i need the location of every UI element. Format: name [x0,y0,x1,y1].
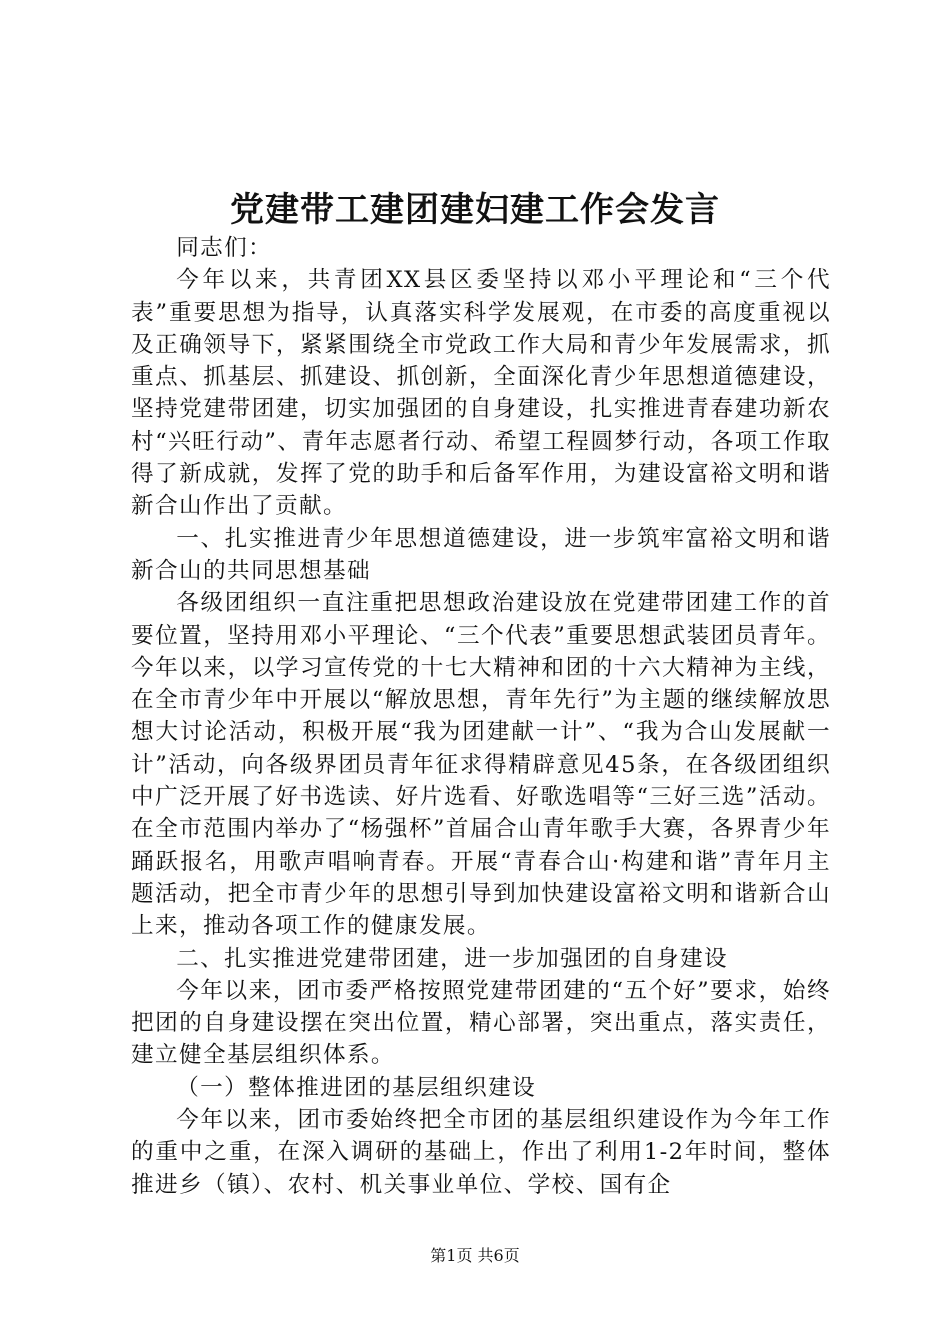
salutation: 同志们： [176,235,273,261]
paragraph: 今年以来，共青团XX县区委坚持以邓小平理论和“三个代表”重要思想为指导，认真落实科学发展观，在市委的高度重视以及正确领导下，紧紧围绕全市党政工作大局和青少年发展需求，抓重点、抓基层、抓建设、抓创新，全面深化青少年思想道德建设，坚持党建带团建，切实加强团的自身建设，扎实推进青春建功新农村“兴旺行动”、青年志愿者行动、希望工程圆梦行动，各项工作取得了新成就，发挥了党的助手和后备军作用，为建设富裕文明和谐新合山作出了贡献。 [131,267,831,520]
paragraph: 今年以来，团市委严格按照党建带团建的“五个好”要求，始终把团的自身建设摆在突出位置，精心部署，突出重点，落实责任，建立健全基层组织体系。 [131,977,831,1069]
document-body [131,232,831,1201]
section-heading: 一、扎实推进青少年思想道德建设，进一步筑牢富裕文明和谐新合山的共同思想基础 [131,525,831,584]
subsection-heading: （一）整体推进团的基层组织建设 [176,1074,537,1101]
paragraph: 各级团组织一直注重把思想政治建设放在党建带团建工作的首要位置，坚持用邓小平理论、“三个代表”重要思想武装团员青年。今年以来，以学习宣传党的十七大精神和团的十六大精神为主线，在全市青少年中开展以“解放思想，青年先行”为主题的继续解放思想大讨论活动，积极开展“我为团建献一计”、“我为合山发展献一计”活动，向各级界团员青年征求得精辟意见45条，在各级团组织中广泛开展了好书选读、好片选看、好歌选唱等“三好三选”活动。在全市范围内举办了“杨强杯”首届合山青年歌手大赛，各界青少年踊跃报名，用歌声唱响青春。开展“青春合山·构建和谐”青年月主题活动，把全市青少年的思想引导到加快建设富裕文明和谐新合山上来，推动各项工作的健康发展。 [131,590,831,940]
paragraph: 今年以来，团市委始终把全市团的基层组织建设作为今年工作的重中之重，在深入调研的基础上，作出了利用1-2年时间，整体推进乡（镇）、农村、机关事业单位、学校、国有企 [131,1107,831,1198]
document-title: 党建带工建团建妇建工作会发言 [230,190,720,230]
page-footer: 第1页 共6页 [430,1246,520,1265]
section-heading: 二、扎实推进党建带团建，进一步加强团的自身建设 [176,945,729,972]
